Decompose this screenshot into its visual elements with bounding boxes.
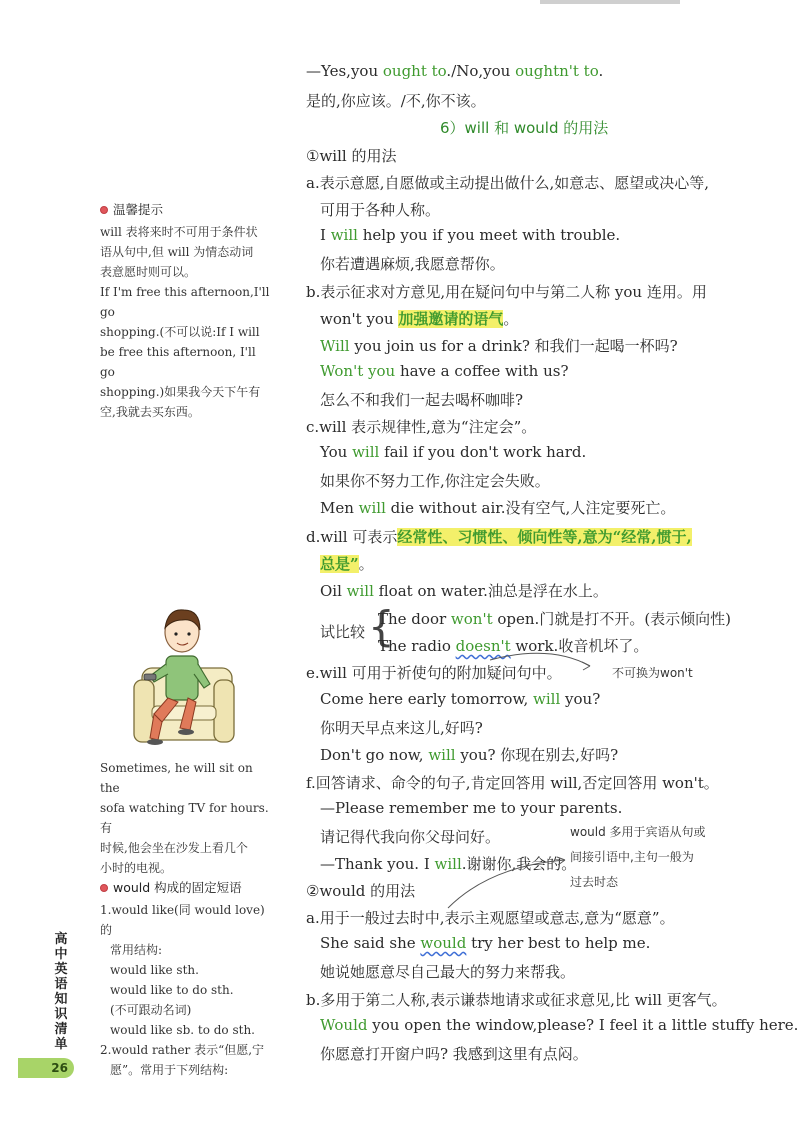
illustration-caption: Sometimes, he will sit on the sofa watching TV for hours.有 时候,他会坐在沙发上看几个 小时的电视。 <box>100 761 269 875</box>
scan-artifact <box>540 0 680 4</box>
example-b2: Won't you have a coffee with us? <box>320 362 569 380</box>
rule-b-line2: won't you 加强邀请的语气。 <box>320 310 519 328</box>
bullet-icon <box>100 884 108 892</box>
compare-brace: { <box>368 602 395 651</box>
example-e1: Come here early tomorrow, will you? <box>320 690 601 708</box>
phrase-body: 1.would like(同 would love)的 常用结构: would like sth. would like to do sth. (不可跟动名词) would like sb. to do sth. 2.would rather 表示“但愿,宁 愿”。常用于下列结构: <box>100 903 265 1077</box>
example-a-cn: 你若遭遇麻烦,我愿意帮你。 <box>320 255 505 273</box>
example-would-b: Would you open the window,please? I feel it a little stuffy here. <box>320 1016 799 1034</box>
rule-would-b: b.多用于第二人称,表示谦恭地请求或征求意见,比 will 更客气。 <box>306 991 727 1009</box>
page-number: 26 <box>18 1058 74 1078</box>
example-b2-cn: 怎么不和我们一起去喝杯咖啡? <box>320 391 524 409</box>
highlight-habit: 经常性、习惯性、倾向性等,意为“经常,惯于, <box>397 528 692 546</box>
example-e2: Don't go now, will you? 你现在别去,好吗? <box>320 746 619 764</box>
tip-body: will 表将来时不可用于条件状 语从句中,但 will 为情态动词 表意愿时则可以。 If I'm free this afternoon,I'll go shopping.(不可以说:If I will be free this afternoon, I'll go shopping.)如果我今天下午有 空,我就去买东西。 <box>100 225 270 419</box>
tip-title: 温馨提示 <box>100 200 272 220</box>
example-a-en: I will help you if you meet with trouble. <box>320 226 621 244</box>
example-f1-cn: 请记得代我向你父母问好。 <box>320 828 501 846</box>
example-d1: Oil will float on water.油总是浮在水上。 <box>320 582 608 600</box>
rule-b-line1: b.表示征求对方意见,用在疑问句中与第二人称 you 连用。用 <box>306 283 707 301</box>
book-spine-title: 高 中 英 语 知 识 清 单 <box>54 932 68 1052</box>
rule-d-line1: d.will 可表示经常性、习惯性、倾向性等,意为“经常,惯于, <box>306 528 692 546</box>
example-e1-cn: 你明天早点来这儿,好吗? <box>320 719 483 737</box>
annotation-arrow-e <box>440 640 620 680</box>
rule-c: c.will 表示规律性,意为“注定会”。 <box>306 418 537 436</box>
will-usage-heading: ①will 的用法 <box>306 147 397 165</box>
section-title: 6）will 和 would 的用法 <box>440 119 609 137</box>
rule-e: e.will 可用于祈使句的附加疑问句中。 <box>306 664 562 682</box>
rule-would-a: a.用于一般过去时中,表示主观愿望或意志,意为“愿意”。 <box>306 909 675 927</box>
handwritten-note-e: 不可换为won't <box>612 666 693 680</box>
highlight-invitation: 加强邀请的语气 <box>398 310 504 328</box>
phrase-title: would 构成的固定短语 <box>100 878 272 898</box>
example-c1-cn: 如果你不努力工作,你注定会失败。 <box>320 472 550 490</box>
example-f2: —Thank you. I will.谢谢你,我会的。 <box>320 855 577 873</box>
handwritten-note-would: would 多用于宾语从句或 间接引语中,主句一般为 过去时态 <box>570 825 706 889</box>
rule-a-line2: 可用于各种人称。 <box>320 201 441 219</box>
example-c2: Men will die without air.没有空气,人注定要死亡。 <box>320 499 676 517</box>
boy-on-sofa-illustration <box>128 598 240 748</box>
bullet-icon <box>100 206 108 214</box>
translation-ought-to: 是的,你应该。/不,你不该。 <box>306 92 486 110</box>
example-would-a-cn: 她说她愿意尽自己最大的努力来帮我。 <box>320 963 576 981</box>
example-b1: Will you join us for a drink? 和我们一起喝一杯吗? <box>320 337 678 355</box>
example-f1: —Please remember me to your parents. <box>320 799 623 817</box>
example-c1: You will fail if you don't work hard. <box>320 443 587 461</box>
example-d2: The door won't open.门就是打不开。(表示倾向性) <box>378 610 732 628</box>
example-would-b-cn: 你愿意打开窗户吗? 我感到这里有点闷。 <box>320 1045 588 1063</box>
compare-label: 试比较 <box>320 623 366 641</box>
rule-d-line2: 总是”。 <box>320 555 374 573</box>
example-would-a: She said she would try her best to help me. <box>320 934 651 952</box>
rule-f: f.回答请求、命令的句子,肯定回答用 will,否定回答用 won't。 <box>306 774 719 792</box>
would-usage-heading: ②would 的用法 <box>306 882 416 900</box>
rule-a-line1: a.表示意愿,自愿做或主动提出做什么,如意志、愿望或决心等, <box>306 174 710 192</box>
example-d3: The radio doesn't work.收音机坏了。 <box>378 637 649 655</box>
example-ought-to: —Yes,you ought to./No,you oughtn't to. <box>306 62 604 80</box>
